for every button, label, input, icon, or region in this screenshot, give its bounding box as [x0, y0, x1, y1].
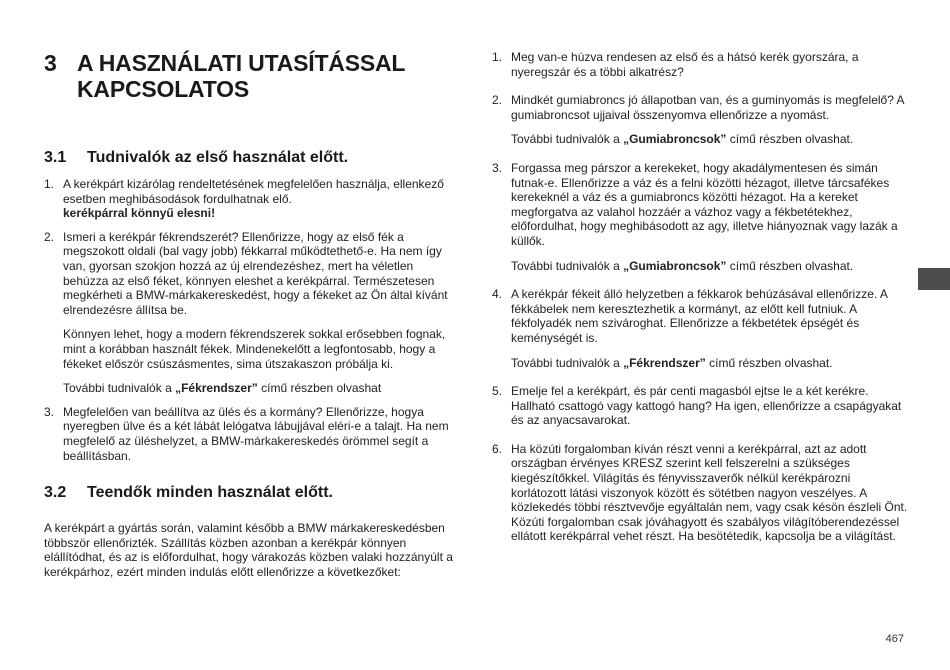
- chapter-title: A HASZNÁLATI UTASÍTÁSSAL KAPCSOLATOS: [77, 50, 406, 102]
- chapter-side-tab: [918, 268, 950, 290]
- chapter-number: 3: [44, 50, 57, 76]
- list-item: 2. Mindkét gumiabroncs jó állapotban van, és a guminyomás is megfelelő? A gumiabroncsot ujjaival összenyomva ellenőrizze a nyomást. További tudnivalók a „Gumiabroncsok” című részben olvashat.: [492, 93, 908, 147]
- list-item: 2. Ismeri a kerékpár fékrendszerét? Ellenőrizze, hogy az első fék a megszokott oldali (bal vagy jobb) fékkarral működtethető-e. Ha nem így van, gyorsan szokjon hozzá az új elrendezéshez, mert ha véletlen behúzza az első féket, könnyen eleshet a kerékpárral. Természetesen megkérheti a BMW-márkakereskedést, hogy a fékeket az Ön által kívánt elrendezésre állítsa be. Könnyen lehet, hogy a modern fékrendszerek sokkal erősebben fognak, mint a korábban használt fékek. Mindenekelőtt a legfontosabb, hogy a fékeket először csúszásmentes, sima útszakaszon próbálja ki. További tudnivalók a „Fékrendszer” című részben olvashat: [44, 230, 454, 396]
- list-item: 1. A kerékpárt kizárólag rendeltetésének megfelelően használja, ellenkező esetben meghibásodások fordulhatnak elő. kerékpárral könnyű elesni!: [44, 177, 444, 221]
- cross-reference: További tudnivalók a „Gumiabroncsok” című részben olvashat.: [511, 132, 854, 147]
- section-intro: A kerékpárt a gyártás során, valamint később a BMW márkakereskedésben többször ellenőrizték. Szállítás közben azonban a kerékpár könnyen elállítódhat, és az is előfordulhat, hogy várakozás közben valaki hozzányúlt a kerékpárhoz, ezért minden indulás előtt ellenőrizze a következőket:: [44, 521, 453, 579]
- list-item: 3. Megfelelően van beállítva az ülés és a kormány? Ellenőrizze, hogya nyeregben ülve és a két lábát lelógatva lábujjával eléri-e a talajt. Ha nem megfelelő az üléshelyzet, a BMW-márkakereskedés örömmel segít a beállításban.: [44, 404, 449, 463]
- page-number: 467: [885, 633, 904, 645]
- before-each-use-list: [492, 50, 908, 544]
- list-item: 6. Ha közúti forgalomban kíván részt venni a kerékpárral, azt az adott országban érvényes KRESZ szerint kell felszerelni a szükséges kiegészítőkkel. Világítás és fényvisszaverők nélkül kerékpározni korlátozott látási viszonyok között és sötétben nagyon veszélyes. A közlekedés többi résztvevője egyáltalán nem, vagy csak késön észleli Önt. Közúti forgalomban csak jóváhagyott és szabályos világítóberendezéssel ellátott kerékpárral vehet részt. Ha besötétedik, kapcsolja be a világítást.: [492, 441, 908, 544]
- list-item: 3. Forgassa meg párszor a kerekeket, hogy akadálymentesen és simán futnak-e. Ellenőrizze a váz és a felni közötti hézagot, illetve tárcsafékes kerekeknél a váz és a gumiabroncs közötti hézagot. Ha a kereket megforgatva az valahol hozzáér a vázhoz vagy a fékbetétekhez, előfordulhat, hogy meghibásodott az agy, illetve hiányoznak vagy lazák a küllők. További tudnivalók a „Gumiabroncsok” című részben olvashat.: [492, 161, 908, 273]
- section-heading-3-2: 3.2 Teendők minden használat előtt.: [44, 484, 333, 502]
- section-heading-3-1: 3.1 Tudnivalók az első használat előtt.: [44, 149, 349, 166]
- cross-reference: További tudnivalók a „Fékrendszer” című részben olvashat: [63, 381, 382, 396]
- right-column: [492, 50, 908, 544]
- list-item: 4. A kerékpár fékeit álló helyzetben a fékkarok behúzásával ellenőrizze. A fékkábelek nem keresztezhetik a kormányt, az előtt kell futniuk. A fékfolyadék nem szivároghat. Ellenőrizze a fékbetétek épségét és keménységét is. További tudnivalók a „Fékrendszer” című részben olvashat.: [492, 287, 908, 370]
- left-column: [44, 50, 454, 579]
- first-use-list: [44, 177, 454, 463]
- cross-reference: További tudnivalók a „Gumiabroncsok” című részben olvashat.: [511, 258, 854, 273]
- chapter-heading: [44, 50, 454, 102]
- list-item: 5. Emelje fel a kerékpárt, és pár centi magasból ejtse le a két kerékre. Hallható csattogó vagy kattogó hang? Ha igen, ellenőrizze a csapágyakat és az anyacsavarokat.: [492, 384, 902, 428]
- list-item: 1. Meg van-e húzva rendesen az első és a hátsó kerék gyorszára, a nyeregszár és a többi alkatrész?: [492, 50, 859, 79]
- cross-reference: További tudnivalók a „Fékrendszer” című részben olvashat.: [511, 355, 833, 370]
